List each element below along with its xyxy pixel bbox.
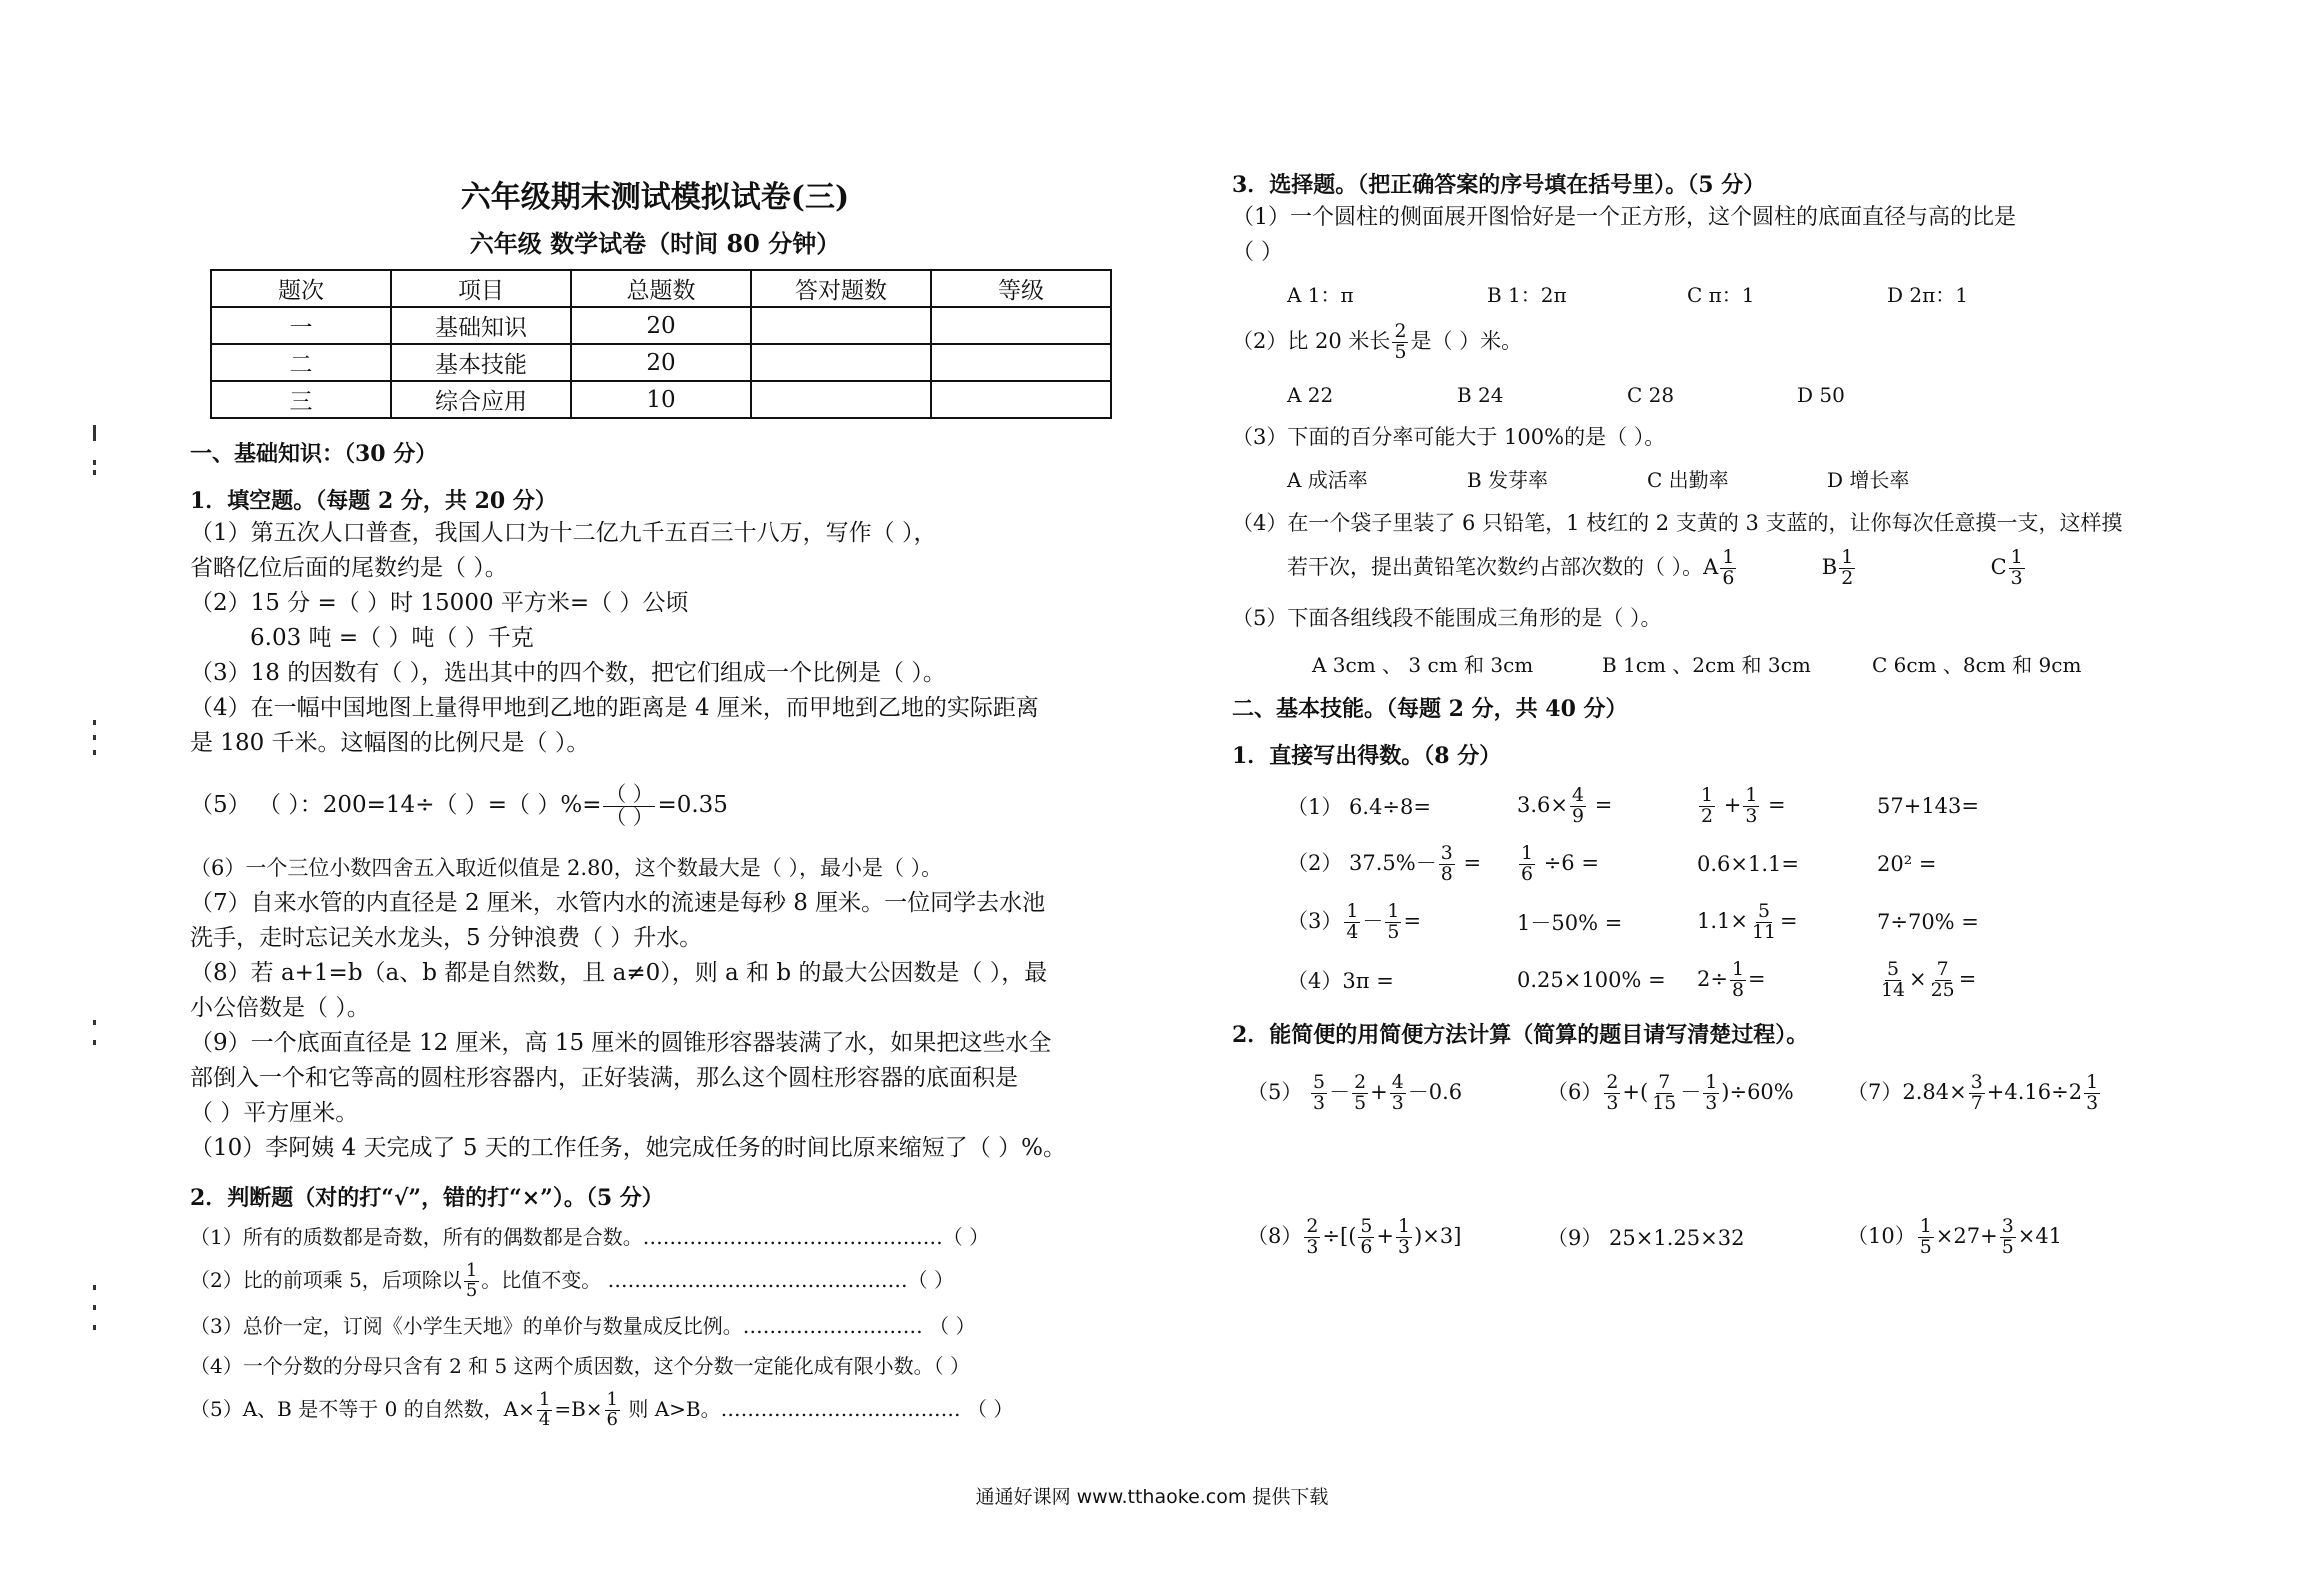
expr-text: （3） <box>1287 908 1343 933</box>
expr-text: － <box>1362 908 1384 933</box>
judge-q1: （1）所有的质数都是奇数，所有的偶数都是合数。………………………………………（ ） <box>190 1225 990 1250</box>
table-cell <box>751 344 931 381</box>
fraction <box>537 1391 552 1430</box>
calc-item <box>1247 1073 1547 1114</box>
footer-credit: 通通好课网 www.tthaoke.com 提供下载 <box>975 1486 1329 1508</box>
direct-item <box>1287 844 1517 885</box>
fraction-denominator: 3 <box>2086 1091 2099 1114</box>
direct-item: 20² = <box>1877 852 1937 877</box>
expr-text: － <box>1680 1079 1702 1104</box>
fraction-numerator: 1 <box>1701 784 1714 807</box>
choice-q1a: （1）一个圆柱的侧面展开图恰好是一个正方形，这个圆柱的底面直径与高的比是 <box>1232 205 2016 230</box>
fraction <box>2009 545 2025 589</box>
fraction-numerator: 1 <box>465 1260 478 1282</box>
fraction-numerator: 1 <box>538 1389 551 1411</box>
direct-item: 7÷70% = <box>1877 910 1979 935</box>
direct-item: （4）3π = <box>1287 969 1394 994</box>
choice-q3: （3）下面的百分率可能大于 100%的是（ ）。 <box>1232 424 1666 449</box>
judge-q2-end: 。比值不变。 ………………………………………（ ） <box>481 1268 954 1293</box>
fill-q4b: 是 180 千米。这幅图的比例尺是（ ）。 <box>190 730 590 756</box>
fraction-numerator: 1 <box>2010 545 2023 568</box>
fill-q2b: 6.03 吨 =（ ）吨（ ）千克 <box>250 625 534 651</box>
choice-q5-options <box>1312 649 2172 678</box>
judge-q3: （3）总价一定，订阅《小学生天地》的单价与数量成反比例。……………………… （ ） <box>190 1314 976 1339</box>
expr-text: × <box>1909 966 1927 991</box>
table-row <box>211 307 1111 344</box>
expr-text: + <box>1717 792 1742 817</box>
expr-text: )÷60% <box>1721 1079 1794 1104</box>
table-cell: 10 <box>571 381 751 418</box>
fill-q8b: 小公倍数是（ ）。 <box>190 995 370 1022</box>
choice-q5: （5）下面各组线段不能围成三角形的是（ ）。 <box>1232 606 1662 631</box>
fill-q7a: （7）自来水管的内直径是 2 厘米，水管内水的流速是每秒 8 厘米。一位同学去水池 <box>190 890 1046 917</box>
fraction-denominator: 3 <box>1705 1091 1718 1114</box>
direct-row-4 <box>1287 958 2172 1002</box>
table-cell: 20 <box>571 344 751 381</box>
direct-row-3 <box>1287 900 2172 944</box>
expr-text: （2） 37.5%－ <box>1287 850 1437 875</box>
table-cell <box>931 381 1111 418</box>
fraction-numerator: 5 <box>1360 1215 1373 1238</box>
calc-row-1 <box>1247 1071 2172 1115</box>
fraction <box>2084 1073 2100 1114</box>
fill-q2a: （2）15 分 =（ ）时 15000 平方米=（ ）公顷 <box>190 590 689 616</box>
fraction <box>1730 960 1746 1001</box>
fraction-numerator: 1 <box>1346 900 1359 923</box>
fraction-denominator: 8 <box>1731 978 1744 1001</box>
fraction-numerator: 7 <box>1936 958 1949 981</box>
fraction-numerator: 5 <box>1887 958 1900 981</box>
fraction-denominator: 6 <box>606 1409 618 1431</box>
fill-q4a: （4）在一幅中国地图上量得甲地到乙地的距离是 4 厘米，而甲地到乙地的实际距离 <box>190 695 1039 721</box>
choice-q1b: （ ） <box>1232 240 1283 265</box>
expr-text: ÷6 = <box>1537 850 1599 875</box>
expr-text: （10） <box>1847 1223 1916 1248</box>
calc-heading: 2．能简便的用简便方法计算（简算的题目请写清楚过程）。 <box>1232 1022 1809 1049</box>
fraction <box>603 784 655 828</box>
direct-item <box>1697 960 1877 1001</box>
fraction <box>1311 1073 1327 1114</box>
fraction-numerator: 7 <box>1658 1071 1671 1094</box>
fill-q1a: （1）第五次人口普查，我国人口为十二亿九千五百三十八万，写作（ ）， <box>190 520 937 546</box>
fraction-denominator: （ ） <box>605 804 654 829</box>
table-row <box>211 381 1111 418</box>
fraction <box>464 1262 479 1301</box>
option-b: B 发芽率 <box>1467 467 1549 492</box>
fill-q3: （3）18 的因数有（ ），选出其中的四个数，把它们组成一个比例是（ ）。 <box>190 660 946 686</box>
fraction <box>1392 322 1408 363</box>
fraction <box>1390 1073 1406 1114</box>
fraction-numerator: 2 <box>1606 1071 1619 1094</box>
option-b-letter: B <box>1821 554 1838 579</box>
calc-item <box>1847 1217 2147 1258</box>
fraction-denominator: 5 <box>2001 1235 2014 1258</box>
fraction <box>1918 1217 1934 1258</box>
expr-text: = <box>1958 966 1977 991</box>
fraction-denominator: 3 <box>1391 1091 1404 1114</box>
fraction-denominator: 5 <box>465 1280 478 1302</box>
fraction-denominator: 15 <box>1652 1091 1677 1114</box>
fill-q9a: （9）一个底面直径是 12 厘米，高 15 厘米的圆锥形容器装满了水，如果把这些水全 <box>190 1030 1052 1057</box>
table-row <box>211 344 1111 381</box>
option-b: B 1：2π <box>1487 283 1567 307</box>
choice-q4a: （4）在一个袋子里装了 6 只铅笔，1 枝红的 2 支黄的 3 支蓝的，让你每次任意摸一支，这样摸 <box>1232 510 2123 535</box>
expr-text: + <box>1370 1079 1388 1104</box>
option-c: C 6cm 、8cm 和 9cm <box>1872 653 2082 678</box>
direct-item: 0.25×100% = <box>1517 968 1666 993</box>
choice-q2-options <box>1287 383 2172 407</box>
left-column <box>190 160 1120 1440</box>
expr-text: = <box>1456 850 1482 875</box>
fraction-numerator: 3 <box>2001 1215 2014 1238</box>
fraction-numerator: 2 <box>1354 1071 1367 1094</box>
fraction-denominator: 6 <box>1360 1235 1373 1258</box>
fraction <box>1344 902 1360 943</box>
expr-text: － <box>1329 1079 1351 1104</box>
option-c: C 28 <box>1627 382 1675 407</box>
fraction <box>2000 1217 2016 1258</box>
fraction-numerator: 1 <box>1387 900 1400 923</box>
expr-text: = <box>1761 792 1786 817</box>
choice-q2-text: （2）比 20 米长 <box>1232 328 1391 353</box>
choice-q2 <box>1232 322 2172 363</box>
fraction <box>1969 1073 1985 1114</box>
expr-text: （5） <box>1247 1079 1310 1104</box>
fraction-numerator: 1 <box>1745 784 1758 807</box>
fraction-numerator: 5 <box>1313 1071 1326 1094</box>
direct-row-2 <box>1287 842 2172 886</box>
direct-item: （1） 6.4÷8= <box>1287 795 1431 820</box>
table-header-cell: 题次 <box>211 270 391 307</box>
calc-item: （9） 25×1.25×32 <box>1547 1226 1745 1251</box>
choice-heading: 3．选择题。（把正确答案的序号填在括号里）。（5 分） <box>1232 172 1766 198</box>
fraction <box>1570 786 1586 827</box>
direct-item <box>1287 902 1517 943</box>
fraction <box>1352 1073 1368 1114</box>
section-heading: 二、基本技能。（每题 2 分，共 40 分） <box>1232 696 1628 723</box>
fraction-denominator: 5 <box>1394 340 1407 363</box>
option-a: A 成活率 <box>1287 467 1368 492</box>
direct-item <box>1877 960 2027 1001</box>
expr-text: （6） <box>1547 1079 1603 1104</box>
fraction <box>1385 902 1401 943</box>
fraction-numerator: 5 <box>1758 900 1771 923</box>
direct-item <box>1517 844 1697 885</box>
fraction <box>1703 1073 1719 1114</box>
option-a: A 1：π <box>1287 283 1354 307</box>
option-d: D 50 <box>1797 382 1845 407</box>
fraction-denominator: 3 <box>1398 1235 1411 1258</box>
expr-text: （7）2.84× <box>1847 1079 1967 1104</box>
choice-q2-end: 是（ ）米。 <box>1410 328 1523 353</box>
option-c: C 出勤率 <box>1647 467 1729 492</box>
fraction-denominator: 5 <box>1354 1091 1367 1114</box>
fill-q5 <box>190 784 1120 828</box>
fraction-denominator: 2 <box>1701 804 1714 827</box>
fill-q6: （6）一个三位小数四舍五入取近似值是 2.80，这个数最大是（ ），最小是（ ）。 <box>190 856 943 881</box>
expr-text: 2÷ <box>1697 966 1728 991</box>
table-header-cell: 答对题数 <box>751 270 931 307</box>
direct-row-1 <box>1287 784 2172 828</box>
fraction-denominator: 9 <box>1572 804 1585 827</box>
direct-item: 1－50% = <box>1517 911 1623 936</box>
option-b: B 24 <box>1457 382 1504 407</box>
direct-item <box>1697 902 1877 943</box>
fraction-denominator: 3 <box>1306 1235 1319 1258</box>
expr-text: = <box>1748 966 1766 991</box>
fraction-numerator: 1 <box>1841 545 1854 568</box>
fraction-denominator: 5 <box>1919 1235 1932 1258</box>
fraction <box>1879 960 1907 1001</box>
table-cell: 二 <box>211 344 391 381</box>
fraction <box>1650 1073 1678 1114</box>
fill-q9b: 部倒入一个和它等高的圆柱形容器内，正好装满，那么这个圆柱形容器的底面积是 <box>190 1065 1018 1092</box>
fraction-numerator: 2 <box>1394 320 1407 342</box>
expr-text: +4.16÷2 <box>1986 1079 2083 1104</box>
fraction-denominator: 6 <box>1722 566 1735 589</box>
option-d: D 2π：1 <box>1887 283 1968 307</box>
right-column <box>1232 160 2172 1259</box>
expr-text: +( <box>1622 1079 1649 1104</box>
judge-q5-text: （5）A、B 是不等于 0 的自然数，A× <box>190 1397 535 1422</box>
fraction-denominator: 3 <box>1745 804 1758 827</box>
fraction <box>1699 786 1715 827</box>
exam-subtitle: 六年级 数学试卷（时间 80 分钟） <box>469 229 841 258</box>
judge-q5-mid: =B× <box>554 1397 603 1422</box>
expr-text: = <box>1403 908 1422 933</box>
option-d: D 增长率 <box>1827 467 1910 492</box>
calc-item <box>1847 1073 2147 1114</box>
direct-heading: 1．直接写出得数。（8 分） <box>1232 743 1502 770</box>
fill-q5-end: =0.35 <box>657 792 728 819</box>
fraction <box>1439 844 1455 885</box>
expr-text: = <box>1588 792 1613 817</box>
fraction-numerator: 1 <box>606 1389 618 1411</box>
fraction <box>1358 1217 1374 1258</box>
table-cell <box>931 307 1111 344</box>
fraction-numerator: 1 <box>1919 1215 1932 1238</box>
option-a: A 22 <box>1287 382 1334 407</box>
expr-text: －0.6 <box>1407 1079 1463 1104</box>
option-a: A 3cm 、 3 cm 和 3cm <box>1312 653 1534 678</box>
fraction-denominator: 4 <box>538 1409 551 1431</box>
fraction <box>1720 545 1736 589</box>
expr-text: ÷[( <box>1322 1223 1357 1248</box>
fill-q10: （10）李阿姨 4 天完成了 5 天的工作任务，她完成任务的时间比原来缩短了（ ）%。 <box>190 1135 1066 1162</box>
fraction-denominator: 3 <box>1606 1091 1619 1114</box>
fraction-denominator: 25 <box>1930 978 1955 1001</box>
fraction-numerator: 1 <box>1731 958 1744 981</box>
score-table <box>210 269 1112 419</box>
calc-item <box>1247 1217 1547 1258</box>
direct-item: 57+143= <box>1877 794 1979 819</box>
fraction <box>1519 844 1535 885</box>
judge-q5 <box>190 1391 1120 1430</box>
expr-text: + <box>1376 1223 1395 1248</box>
fraction <box>1396 1217 1412 1258</box>
exam-title: 六年级期末测试模拟试卷(三) <box>460 180 850 215</box>
fraction-numerator: 4 <box>1572 784 1585 807</box>
fraction <box>1839 545 1855 589</box>
fraction-numerator: 1 <box>1722 545 1735 568</box>
section-heading: 一、基础知识：（30 分） <box>190 441 438 467</box>
table-cell <box>751 381 931 418</box>
fill-heading: 1．填空题。（每题 2 分，共 20 分） <box>190 488 557 514</box>
option-c-letter: C <box>1990 554 2007 579</box>
fraction-denominator: 5 <box>1387 920 1400 943</box>
fraction <box>605 1391 620 1430</box>
expr-text: 3.6× <box>1517 792 1568 817</box>
fill-q8a: （8）若 a+1=b（a、b 都是自然数，且 a≠0），则 a 和 b 的最大公因数是（ ），最 <box>190 960 1048 987</box>
fraction <box>1304 1217 1320 1258</box>
table-cell <box>931 344 1111 381</box>
fraction-numerator: 2 <box>1306 1215 1319 1238</box>
fraction-denominator: 8 <box>1440 862 1453 885</box>
option-c: C π：1 <box>1687 283 1755 307</box>
fill-q1b: 省略亿位后面的尾数约是（ ）。 <box>190 555 508 581</box>
fraction-numerator: 3 <box>1440 842 1453 865</box>
table-cell <box>751 307 931 344</box>
choice-q4b <box>1232 545 2172 589</box>
judge-heading: 2．判断题（对的打“√”，错的打“×”）。（5 分） <box>190 1185 664 1212</box>
table-cell: 三 <box>211 381 391 418</box>
fraction-denominator: 7 <box>1970 1091 1983 1114</box>
calc-item <box>1547 1073 1847 1114</box>
fraction-numerator: 3 <box>1970 1071 1983 1094</box>
choice-q1-options <box>1287 279 2172 308</box>
direct-item: 0.6×1.1= <box>1697 852 1799 877</box>
table-header-cell: 总题数 <box>571 270 751 307</box>
score-table-header <box>211 270 1111 307</box>
table-cell: 基础知识 <box>391 307 571 344</box>
fill-q9c: （ ）平方厘米。 <box>190 1100 359 1127</box>
calc-row-2 <box>1247 1215 2172 1259</box>
direct-item <box>1517 786 1697 827</box>
fraction-numerator: 4 <box>1391 1071 1404 1094</box>
expr-text: = <box>1780 908 1798 933</box>
fraction-denominator: 14 <box>1881 978 1906 1001</box>
table-header-cell: 项目 <box>391 270 571 307</box>
judge-q2 <box>190 1262 1120 1301</box>
judge-q5-end: 则 A>B。……………………………… （ ） <box>622 1397 1014 1422</box>
expr-text: )×3] <box>1414 1223 1462 1248</box>
judge-q4: （4）一个分数的分母只含有 2 和 5 这两个质因数，这个分数一定能化成有限小数。（ ） <box>190 1354 970 1379</box>
fill-q7b: 洗手，走时忘记关水龙头，5 分钟浪费（ ）升水。 <box>190 925 703 952</box>
fraction-denominator: 2 <box>1841 566 1854 589</box>
expr-text: 1.1× <box>1697 908 1748 933</box>
fraction-denominator: 6 <box>1521 862 1534 885</box>
choice-q3-options <box>1287 464 2172 493</box>
fill-q5-text: （5） （ ）：200=14÷（ ）=（ ）%= <box>190 792 602 819</box>
fraction <box>1743 786 1759 827</box>
fraction-numerator: 1 <box>1705 1071 1718 1094</box>
table-header-cell: 等级 <box>931 270 1111 307</box>
table-cell: 综合应用 <box>391 381 571 418</box>
fraction-denominator: 3 <box>1313 1091 1326 1114</box>
option-b: B 1cm 、2cm 和 3cm <box>1602 653 1811 678</box>
fraction-denominator: 3 <box>2010 566 2023 589</box>
table-cell: 20 <box>571 307 751 344</box>
fraction <box>1929 960 1957 1001</box>
fraction-denominator: 11 <box>1752 920 1777 943</box>
expr-text: ×41 <box>2017 1223 2063 1248</box>
fraction-numerator: 1 <box>2086 1071 2099 1094</box>
binding-margin-marks <box>93 425 103 1325</box>
fraction-denominator: 4 <box>1346 920 1359 943</box>
judge-q2-text: （2）比的前项乘 5，后项除以 <box>190 1268 462 1293</box>
fraction-numerator: 1 <box>1398 1215 1411 1238</box>
fraction-numerator: （ ） <box>605 782 654 806</box>
expr-text: ×27+ <box>1935 1223 1998 1248</box>
table-cell: 基本技能 <box>391 344 571 381</box>
direct-item <box>1697 786 1877 827</box>
choice-q4-text: 若干次，提出黄铅笔次数约占部次数的（ ）。A <box>1287 554 1719 579</box>
fraction <box>1750 902 1778 943</box>
fraction <box>1604 1073 1620 1114</box>
expr-text: （8） <box>1247 1223 1303 1248</box>
fraction-numerator: 1 <box>1521 842 1534 865</box>
table-cell: 一 <box>211 307 391 344</box>
